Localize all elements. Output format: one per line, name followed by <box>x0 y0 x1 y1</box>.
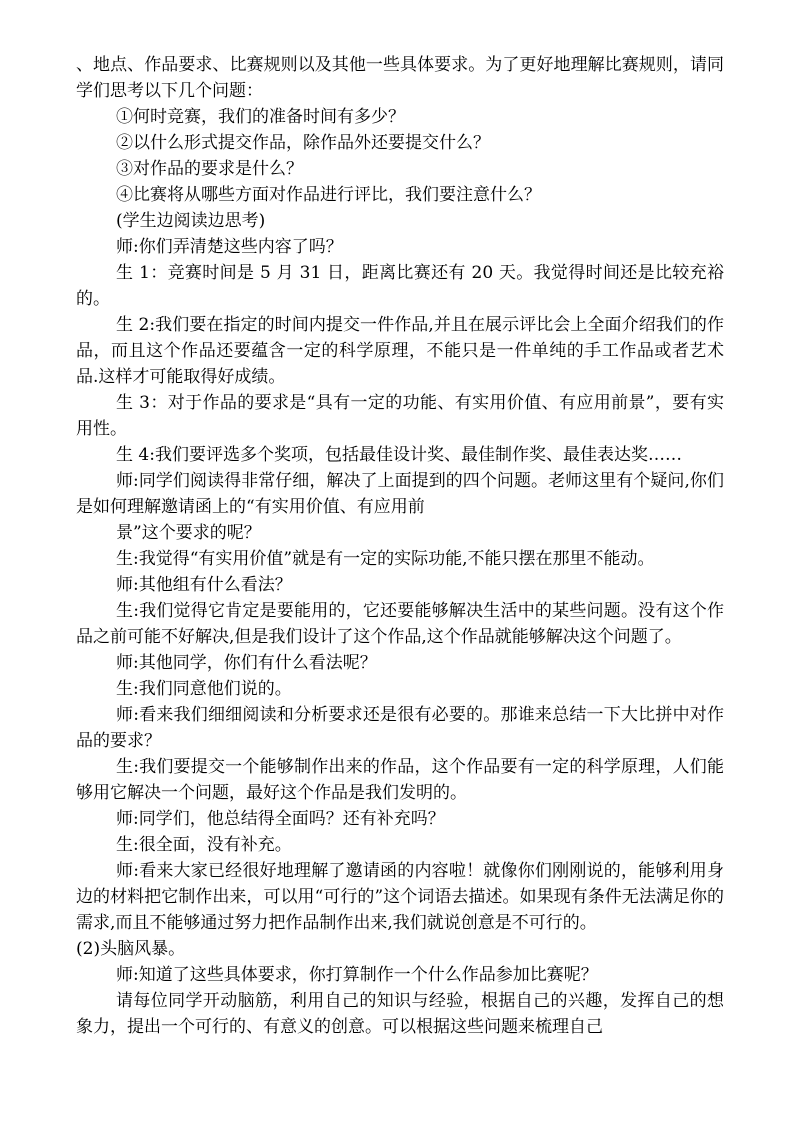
teacher-line-2: 师:同学们阅读得非常仔细，解决了上面提到的四个问题。老师这里有个疑问,你们是如何理解邀请函上的“有实用价值、有应用前 <box>76 471 724 517</box>
stage-note: (学生边阅读边思考) <box>116 211 266 231</box>
student-line-3: 生:我们同意他们说的。 <box>116 679 292 699</box>
teacher-line-8: 师:知道了这些具体要求，你打算制作一个什么作品参加比赛呢？ <box>116 965 598 985</box>
instruction-paragraph: 请每位同学开动脑筋，利用自己的知识与经验，根据自己的兴趣，发挥自己的想象力，提出一个可行的、有意义的创意。可以根据这些问题来梳理自己 <box>76 991 724 1037</box>
section-heading-brainstorm: (2)头脑风暴。 <box>76 939 186 959</box>
question-1: ①何时竞赛，我们的准备时间有多少？ <box>116 107 405 127</box>
student-line-1: 生:我觉得“有实用价值”就是有一定的实际功能,不能只摆在那里不能动。 <box>116 549 655 569</box>
teacher-line-4: 师:其他同学，你们有什么看法呢？ <box>116 653 377 673</box>
student-3-line: 生 3：对于作品的要求是“具有一定的功能、有实用价值、有应用前景”，要有实用性。 <box>76 393 724 439</box>
teacher-line-1: 师:你们弄清楚这些内容了吗？ <box>116 237 343 257</box>
student-4-line: 生 4:我们要评选多个奖项，包括最佳设计奖、最佳制作奖、最佳表达奖…… <box>116 445 682 465</box>
teacher-line-3: 师:其他组有什么看法？ <box>116 575 292 595</box>
student-line-2: 生:我们觉得它肯定是要能用的，它还要能够解决生活中的某些问题。没有这个作品之前可能不好解决,但是我们设计了这个作品,这个作品就能够解决这个问题了。 <box>76 601 724 647</box>
paragraph-1: 、地点、作品要求、比赛规则以及其他一些具体要求。为了更好地理解比赛规则，请同学们思考以下几个问题： <box>76 55 724 101</box>
question-3: ③对作品的要求是什么？ <box>116 159 303 179</box>
student-line-5: 生:很全面，没有补充。 <box>116 835 292 855</box>
student-1-line: 生 1：竞赛时间是 5 月 31 日，距离比赛还有 20 天。我觉得时间还是比较充裕的。 <box>76 263 724 309</box>
question-4: ④比赛将从哪些方面对作品进行评比，我们要注意什么？ <box>116 185 541 205</box>
teacher-line-7: 师:看来大家已经很好地理解了邀请函的内容啦！就像你们刚刚说的，能够利用身边的材料把它制作出来，可以用“可行的”这个词语去描述。如果现有条件无法满足你的需求,而且不能够通过努力把作品制作出来,我们就说创意是不可行的。 <box>76 861 724 933</box>
student-line-4: 生:我们要提交一个能够制作出来的作品，这个作品要有一定的科学原理，人们能够用它解决一个问题，最好这个作品是我们发明的。 <box>76 757 724 803</box>
teacher-line-2-continued: 景”这个要求的呢？ <box>116 523 261 543</box>
question-2: ②以什么形式提交作品，除作品外还要提交什么？ <box>116 133 490 153</box>
document-page <box>76 52 724 1040</box>
teacher-line-5: 师:看来我们细细阅读和分析要求还是很有必要的。那谁来总结一下大比拼中对作品的要求？ <box>76 705 724 751</box>
teacher-line-6: 师:同学们，他总结得全面吗？还有补充吗？ <box>116 809 445 829</box>
student-2-line: 生 2:我们要在指定的时间内提交一件作品,并且在展示评比会上全面介绍我们的作品，而且这个作品还要蕴含一定的科学原理，不能只是一件单纯的手工作品或者艺术品.这样才可能取得好成绩。 <box>76 315 724 387</box>
